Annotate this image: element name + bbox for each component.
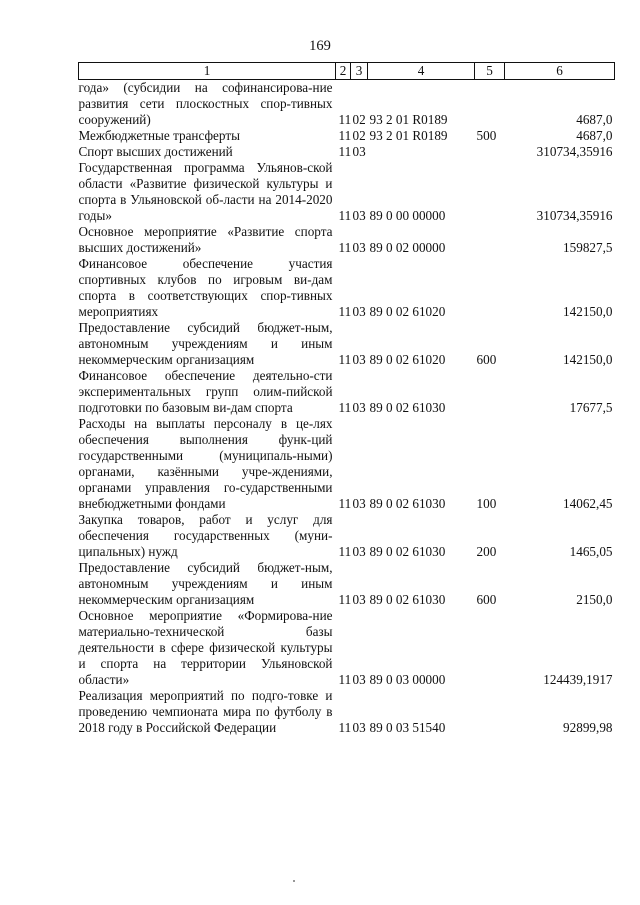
table-row [79, 512, 615, 560]
row-subsection: 03 [352, 208, 366, 223]
table-header [79, 63, 615, 80]
header-col-subsection: 3 [351, 63, 368, 80]
row-name: Финансовое обеспечение деятельно-сти экспериментальных групп олим-пийской подготовки по базовым ви-дам спорта [78, 368, 333, 415]
row-amount: 310734,35916 [536, 208, 613, 223]
row-amount: 92899,98 [563, 720, 613, 735]
row-name: Расходы на выплаты персоналу в це-лях обеспечения выполнения функ-ций государственными (муниципаль-ными) органами, казёнными учре-ждениями, органами управления го-сударственными внебюджетными фондами [78, 416, 333, 511]
row-section: 11 [338, 240, 352, 255]
table-row [79, 608, 615, 688]
header-row [79, 63, 615, 80]
row-amount: 14062,45 [563, 496, 613, 511]
row-expense-type [475, 688, 505, 736]
header-col-target-article: 4 [368, 63, 475, 80]
row-amount: 4687,0 [576, 128, 613, 143]
row-target-article: 89 0 02 61020 [369, 304, 446, 319]
row-name: Спорт высших достижений [78, 144, 233, 159]
row-expense-type [475, 224, 505, 256]
row-expense-type [475, 368, 505, 416]
row-name: Межбюджетные трансферты [78, 128, 240, 143]
row-expense-type [475, 160, 505, 224]
table-row [79, 416, 615, 512]
row-section: 11 [338, 144, 352, 159]
row-target-article: 89 0 02 61030 [369, 400, 446, 415]
row-target-article: 93 2 01 R0189 [369, 112, 448, 127]
row-section: 11 [338, 720, 352, 735]
row-name: Предоставление субсидий бюджет-ным, автономным учреждениям и иным некоммерческим организациям [78, 320, 333, 367]
budget-table [78, 62, 615, 736]
row-amount: 4687,0 [576, 112, 613, 127]
table-row [79, 224, 615, 256]
table-row [79, 368, 615, 416]
row-name: Предоставление субсидий бюджет-ным, автономным учреждениям и иным некоммерческим организациям [78, 560, 333, 607]
row-subsection: 03 [352, 720, 366, 735]
row-name: Государственная программа Ульянов-ской области «Развитие физической культуры и спорта в Ульяновской об-ласти на 2014-2020 годы» [78, 160, 333, 223]
table-row [79, 80, 615, 129]
row-name: Реализация мероприятий по подго-товке и проведению чемпионата мира по футболу в 2018 году в Российской Федерации [78, 688, 333, 735]
row-section: 11 [338, 128, 352, 143]
header-col-name: 1 [79, 63, 336, 80]
row-subsection: 02 [352, 112, 366, 127]
row-name: Основное мероприятие «Развитие спорта высших достижений» [78, 224, 333, 255]
row-expense-type: 600 [476, 352, 497, 367]
table-row [79, 128, 615, 144]
row-section: 11 [338, 496, 352, 511]
header-col-amount: 6 [505, 63, 615, 80]
row-amount: 2150,0 [576, 592, 613, 607]
row-section: 11 [338, 304, 352, 319]
row-section: 11 [338, 352, 352, 367]
row-subsection: 03 [352, 304, 366, 319]
row-section: 11 [338, 592, 352, 607]
row-subsection: 03 [352, 400, 366, 415]
row-expense-type [475, 80, 505, 129]
row-subsection: 03 [352, 144, 366, 159]
row-target-article: 89 0 03 00000 [369, 672, 446, 687]
row-subsection: 03 [352, 592, 366, 607]
row-amount: 17677,5 [569, 400, 613, 415]
row-amount: 124439,1917 [543, 672, 613, 687]
row-name: года» (субсидии на софинансирова-ние развития сети плоскостных спор-тивных сооружений) [78, 80, 333, 127]
header-col-section: 2 [336, 63, 351, 80]
row-section: 11 [338, 544, 352, 559]
row-target-article [368, 144, 475, 160]
row-target-article: 89 0 02 61030 [369, 496, 446, 511]
row-target-article: 89 0 02 61030 [369, 544, 446, 559]
row-target-article: 89 0 02 61020 [369, 352, 446, 367]
row-amount: 310734,35916 [536, 144, 613, 159]
scan-speck [293, 880, 295, 882]
row-amount: 142150,0 [563, 352, 613, 367]
table-row [79, 144, 615, 160]
row-expense-type: 200 [476, 544, 497, 559]
row-subsection: 03 [352, 352, 366, 367]
row-name: Основное мероприятие «Формирова-ние материально-технической базы деятельности в сфере физической культуры и спорта на территории Ульяновской области» [78, 608, 333, 687]
row-target-article: 89 0 00 00000 [369, 208, 446, 223]
row-expense-type: 500 [476, 128, 497, 143]
table-body [79, 80, 615, 737]
row-amount: 1465,05 [569, 544, 613, 559]
row-name: Закупка товаров, работ и услуг для обеспечения государственных (муни-ципальных) нужд [78, 512, 333, 559]
table-row [79, 320, 615, 368]
row-target-article: 89 0 03 51540 [369, 720, 446, 735]
page-number: 169 [309, 38, 331, 54]
row-expense-type: 100 [476, 496, 497, 511]
row-subsection: 02 [352, 128, 366, 143]
table-row [79, 160, 615, 224]
header-col-expense-type: 5 [475, 63, 505, 80]
row-target-article: 89 0 02 61030 [369, 592, 446, 607]
table-row [79, 688, 615, 736]
table-row [79, 256, 615, 320]
row-name: Финансовое обеспечение участия спортивных клубов по игровым ви-дам спорта в соответствующих спор-тивных мероприятиях [78, 256, 333, 319]
row-expense-type: 600 [476, 592, 497, 607]
row-section: 11 [338, 112, 352, 127]
row-subsection: 03 [352, 672, 366, 687]
row-amount: 142150,0 [563, 304, 613, 319]
row-target-article: 93 2 01 R0189 [369, 128, 448, 143]
row-subsection: 03 [352, 240, 366, 255]
row-section: 11 [338, 672, 352, 687]
row-section: 11 [338, 208, 352, 223]
row-expense-type [475, 144, 505, 160]
table-row [79, 560, 615, 608]
row-subsection: 03 [352, 544, 366, 559]
row-section: 11 [338, 400, 352, 415]
row-expense-type [475, 608, 505, 688]
row-amount: 159827,5 [563, 240, 613, 255]
row-subsection: 03 [352, 496, 366, 511]
row-expense-type [475, 256, 505, 320]
row-target-article: 89 0 02 00000 [369, 240, 446, 255]
